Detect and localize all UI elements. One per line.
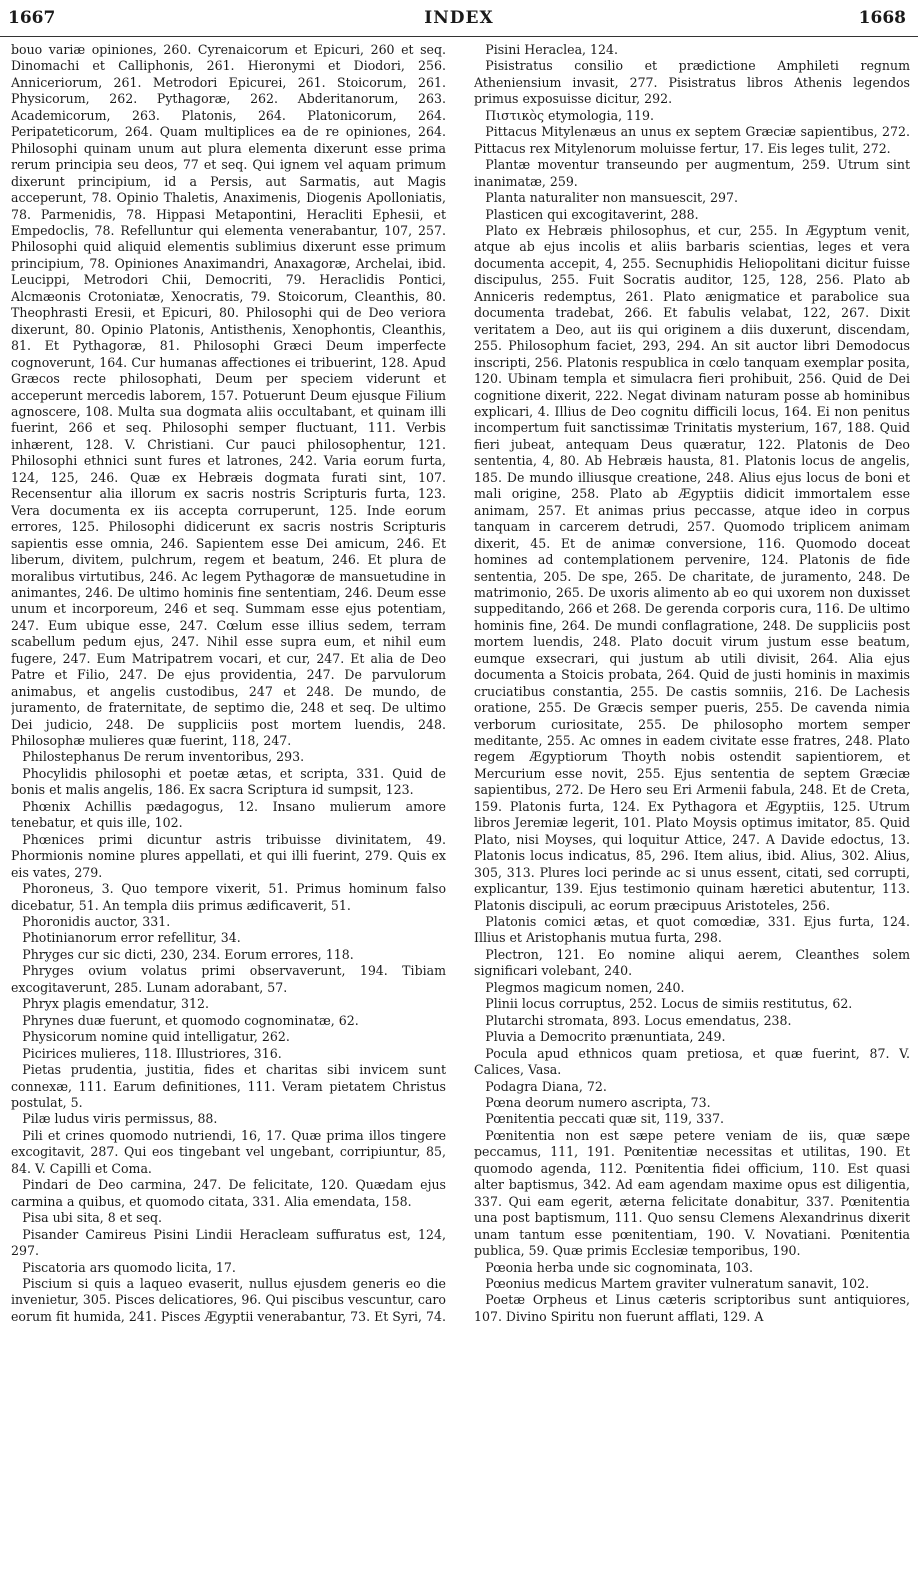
index-entry: Phryx plagis emendatur, 312.	[22, 996, 209, 1012]
index-entry: Phœnices primi dicuntur astris tribuisse divinitatem, 49. Phormionis nomine plures appellati, et qui illi fuerint, 279. Quis ex eis vates, 279.	[11, 831, 446, 880]
index-entry: Plantæ moventur transeundo per augmentum, 259. Utrum sint inanimatæ, 259.	[474, 157, 910, 189]
index-entry: Phocylidis philosophi et poetæ ætas, et scripta, 331. Quid de bonis et malis angelis, 186. Ex sacra Scriptura id sumpsit, 123.	[11, 765, 446, 798]
index-entry: Pœnitentia peccati quæ sit, 119, 337.	[485, 1111, 725, 1127]
index-entry: Platonis comici ætas, et quot comœdiæ, 331. Ejus furta, 124. Illius et Aristophanis mutua furta, 298.	[474, 914, 910, 946]
index-entry: Pisistratus consilio et prædictione Amphileti regnum Atheniensium invasit, 277. Pisistratus libros Athenis legendos primus exposuisse dicitur, 292.	[474, 58, 910, 107]
index-entry: Physicorum nomine quid intelligatur, 262.	[22, 1029, 290, 1045]
index-entry: Plasticen qui excogitaverint, 288.	[485, 206, 699, 222]
index-entry: Pietas prudentia, justitia, fides et charitas sibi invicem sunt connexæ, 111. Earum definitiones, 111. Veram pietatem Christus postulat, 5.	[11, 1062, 446, 1110]
index-entry: Pittacus Mitylenæus an unus ex septem Græciæ sapientibus, 272. Pittacus rex Mitylenorum moluisse fertur, 17. Eis leges tulit, 272.	[474, 124, 910, 156]
index-entry: Pœonius medicus Martem graviter vulneratum sanavit, 102.	[485, 1275, 870, 1291]
index-entry: Pisa ubi sita, 8 et seq.	[22, 1210, 163, 1226]
index-entry: Podagra Diana, 72.	[485, 1078, 607, 1094]
index-entry: Pœonia herba unde sic cognominata, 103.	[485, 1259, 753, 1275]
index-entry: Philostephanus De rerum inventoribus, 293.	[22, 749, 305, 765]
left-index-column	[11, 42, 446, 1590]
index-entry: Plegmos magicum nomen, 240.	[485, 979, 685, 995]
right-index-column	[474, 42, 910, 1590]
index-entry: Plato ex Hebræis philosophus, et cur, 255. In Ægyptum venit, atque ab ejus incolis et aliis barbaris scientias, leges et vera documenta accepit, 4, 255. Secnuphidis Heliopolitani dicitur fuisse discipulus, 255. Fuit Socratis auditor, 125, 128, 256. Plato ab Anniceris redemptus, 261. Plato ænigmatice et parabolice sua documenta tradebat, 266. Et fabulis velabat, 122, 267. Dixit veritatem a Deo, aut iis qui originem a diis duxerunt, discendam, 255. Philosophum faciet, 293, 294. An sit auctor libri Demodocus inscripti, 256. Platonis respublica in cœlo tanquam exemplar posita, 120. Ubinam templa et simulacra fieri prohibuit, 256. Quid de Dei cognitione dixerit, 222. Negat divinam naturam posse ab hominibus explicari, 4. Illius de Deo cognitu difficili locus, 164. Ei non penitus incompertum fuit sanctissimæ Trinitatis mysterium, 167, 188. Quid fieri jubeat, antequam Deus quæratur, 122. Platonis de Deo sententia, 4, 80. Ab Hebræis hausta, 81. Platonis locus de angelis, 185. De mundo illiusque creatione, 248. Alius ejus locus de boni et mali origine, 258. Plato ab Ægyptiis didicit immortalem esse animam, 257. Et animas prius peccasse, atque ideo in corpus tanquam in carcerem detrudi, 257. Quomodo triplicem animam dixerit, 45. Et de animæ conversione, 116. Quomodo doceat homines ad contemplationem pervenire, 124. Platonis de fide sententia, 205. De spe, 265. De charitate, de juramento, 248. De matrimonio, 265. De uxoris alimento ab eo qui uxorem non duxisset suppeditando, 266 et 268. De gerenda corporis cura, 116. De ultimo hominis fine, 264. De mundi conflagratione, 248. De suppliciis post mortem luendis, 248. Plato docuit virum justum esse beatum, eumque exsecrari, qui justum ab utili divisit, 264. Alia ejus documenta a Stoicis probata, 264. Quid de justi hominis in maximis cruciatibus constantia, 255. De castis somniis, 216. De Lachesis oratione, 255. De Græcis semper pueris, 255. De cavenda nimia verborum curiositate, 255. De philosopho mortem semper meditante, 255. Ac omnes in eadem civitate esse fratres, 248. Plato regem Ægyptiorum Thoyth nobis ostendit sapientiorem, et Mercurium esse novit, 255. Ejus sententia de septem Græciæ sapientibus, 272. De Hero seu Eri Armenii fabula, 248. Et de Creta, 159. Platonis furta, 124. Ex Pythagora et Ægyptiis, 125. Utrum libros Jeremiæ legerit, 101. Plato Moysis optimus imitator, 85. Quid Plato, nisi Moyses, qui loquitur Attice, 247. A Davide edoctus, 13. Platonis locus indicatus, 85, 296. Item alius, ibid. Alius, 302. Alius, 305, 313. Plures loci perinde ac si unus essent, citati, sed corrupti, explicantur, 139. Ejus testimonio quinam hæretici abutentur, 113. Platonis discipuli, ac eorum præcipuus Aristoteles, 256.	[474, 222, 910, 913]
index-entry: Phryges ovium volatus primi observaverunt, 194. Tibiam excogitaverunt, 285. Lunam adorabant, 57.	[11, 963, 446, 995]
page-header	[0, 0, 918, 40]
index-entry: Piscatoria ars quomodo licita, 17.	[22, 1259, 236, 1275]
running-title: INDEX	[424, 8, 494, 28]
index-entry: Πιστικὸς etymologia, 119.	[485, 107, 654, 123]
index-entry: Phrynes duæ fuerunt, et quomodo cognominatæ, 62.	[22, 1012, 359, 1028]
index-entry: Photinianorum error refellitur, 34.	[22, 930, 241, 946]
index-entry: Piscium si quis a laqueo evaserit, nullus ejusdem generis eo die invenietur, 305. Pisces delicatiores, 96. Qui piscibus vescuntur, caro eorum fit humida, 241. Pisces Ægyptii venerabantur, 73. Et Syri, 74.	[11, 1275, 446, 1324]
index-entry: Phryges cur sic dicti, 230, 234. Eorum errores, 118.	[22, 946, 354, 962]
header-rule	[0, 36, 918, 37]
index-entry: Plutarchi stromata, 893. Locus emendatus, 238.	[485, 1012, 792, 1028]
index-entry: Plectron, 121. Eo nomine aliqui aerem, Cleanthes solem significari volebant, 240.	[474, 946, 910, 979]
index-entry: Phœnix Achillis pædagogus, 12. Insano mulierum amore tenebatur, et quis ille, 102.	[11, 798, 446, 831]
index-entry: bouo variæ opiniones, 260. Cyrenaicorum et Epicuri, 260 et seq. Dinomachi et Calliphonis, 261. Hieronymi et Diodori, 256. Anniceriorum, 261. Metrodori Epicurei, 261. Stoicorum, 261. Physicorum, 262. Pythagoræ, 262. Abderitanorum, 263. Academicorum, 263. Platonis, 264. Platonicorum, 264. Peripateticorum, 264. Quam multiplices ea de re opiniones, 264. Philosophi quinam unum aut plura elementa dixerunt esse prima rerum principia seu deos, 77 et seq. Qui ignem vel aquam primum dixerunt principium, id a Persis, aut Sarmatis, aut Magis acceperunt, 78. Opinio Thaletis, Anaximenis, Diogenis Apolloniatis, 78. Parmenidis, 78. Hippasi Metapontini, Heracliti Ephesii, et Empedoclis, 78. Refelluntur qui elementa venerabantur, 107, 257. Philosophi quid aliquid elementis sublimius dixerunt esse primum principium, 78. Opiniones Anaximandri, Anaxagoræ, Archelai, ibid. Leucippi, Metrodori Chii, Democriti, 79. Heraclidis Pontici, Alcmæonis Crotoniatæ, Xenocratis, 79. Stoicorum, Cleanthis, 80. Theophrasti Eresii, et Epicuri, 80. Philosophi qui de Deo veriora dixerunt, 80. Opinio Platonis, Antisthenis, Xenophontis, Cleanthis, 81. Et Pythagoræ, 81. Philosophi Græci Deum imperfecte cognoverunt, 164. Cur humanas affectiones ei tribuerint, 128. Apud Græcos recte philosophati, Deum per speciem viderunt et acceperunt mercedis laborem, 157. Potuerunt Deum ejusque Filium agnoscere, 108. Multa sua dogmata aliis occultabant, et quinam illi fuerint, 266 et seq. Philosophi semper fluctuant, 111. Verbis inhærent, 128. V. Christiani. Cur pauci philosophentur, 121. Philosophi ethnici sunt fures et latrones, 242. Varia eorum furta, 124, 125, 246. Quæ ex Hebræis dogmata furati sint, 107. Recensentur alia illorum ex sacris nostris Scripturis furta, 123. Vera documenta ex iis accepta corruperunt, 125. Inde eorum errores, 125. Philosophi didicerunt ex sacris nostris Scripturis sapientis esse omnia, 246. Sapientem esse Dei amicum, 246. Et liberum, divitem, pulchrum, regem et beatum, 246. Et plura de moralibus virtutibus, 246. Ac legem Pythagoræ de mansuetudine in animantes, 246. De ultimo hominis fine sententiam, 246. Deum esse unum et incorporeum, 246 et seq. Summam esse ejus potentiam, 247. Eum ubique esse, 247. Cœlum esse illius sedem, terram scabellum pedum ejus, 247. Nihil esse supra eum, et nihil eum fugere, 247. Eum Matripatrem vocari, et cur, 247. Et alia de Deo Patre et Filio, 247. De ejus providentia, 247. De parvulorum animabus, et angelis custodibus, 247 et 248. De mundo, de juramento, de fraternitate, de septimo die, 248 et seq. De ultimo Dei judicio, 248. De suppliciis post mortem luendis, 248. Philosophæ mulieres quæ fuerint, 118, 247.	[11, 42, 446, 749]
index-entry: Poetæ Orpheus et Linus cæteris scriptoribus sunt antiquiores, 107. Divino Spiritu non fuerunt afflati, 129. A	[474, 1292, 910, 1324]
right-page-number: 1668	[858, 8, 906, 28]
index-entry: Pisini Heraclea, 124.	[485, 42, 618, 57]
index-entry: Picirices mulieres, 118. Illustriores, 316.	[22, 1045, 282, 1061]
index-entry: Plinii locus corruptus, 252. Locus de simiis restitutus, 62.	[485, 996, 853, 1012]
index-entry: Phoronidis auctor, 331.	[22, 914, 171, 930]
left-page-number: 1667	[8, 8, 56, 28]
index-entry: Pilæ ludus viris permissus, 88.	[22, 1111, 218, 1127]
index-entry: Pœnitentia non est sæpe petere veniam de iis, quæ sæpe peccamus, 111, 191. Pœnitentiæ necessitas et utilitas, 190. Et quomodo agenda, 112. Pœnitentia fidei officium, 110. Est quasi alter baptismus, 342. Ad eam agendam maxime opus est diligentia, 337. Qui eam egerit, æterna felicitate donabitur, 337. Pœnitentia una post baptismum, 111. Quo sensu Clemens Alexandrinus dixerit unam tantum esse pœnitentiam, 190. V. Novatiani. Pœnitentia publica, 59. Quæ primis Ecclesiæ temporibus, 190.	[474, 1127, 910, 1259]
index-entry: Planta naturaliter non mansuescit, 297.	[485, 190, 738, 206]
index-entry: Phoroneus, 3. Quo tempore vixerit, 51. Primus hominum falso dicebatur, 51. An templa diis primus ædificaverit, 51.	[11, 881, 446, 913]
index-entry: Pili et crines quomodo nutriendi, 16, 17. Quæ prima illos tingere excogitavit, 287. Qui eos tingebant vel ungebant, corripiuntur, 85, 84. V. Capilli et Coma.	[11, 1127, 446, 1176]
index-entry: Pœna deorum numero ascripta, 73.	[485, 1095, 711, 1110]
index-entry: Pisander Camireus Pisini Lindii Heracleam suffuratus est, 124, 297.	[11, 1226, 446, 1259]
index-entry: Pocula apud ethnicos quam pretiosa, et quæ fuerint, 87. V. Calices, Vasa.	[474, 1045, 910, 1078]
index-entry: Pindari de Deo carmina, 247. De felicitate, 120. Quædam ejus carmina a quibus, et quomodo citata, 331. Alia emendata, 158.	[11, 1177, 446, 1209]
index-entry: Pluvia a Democrito prænuntiata, 249.	[485, 1029, 726, 1045]
